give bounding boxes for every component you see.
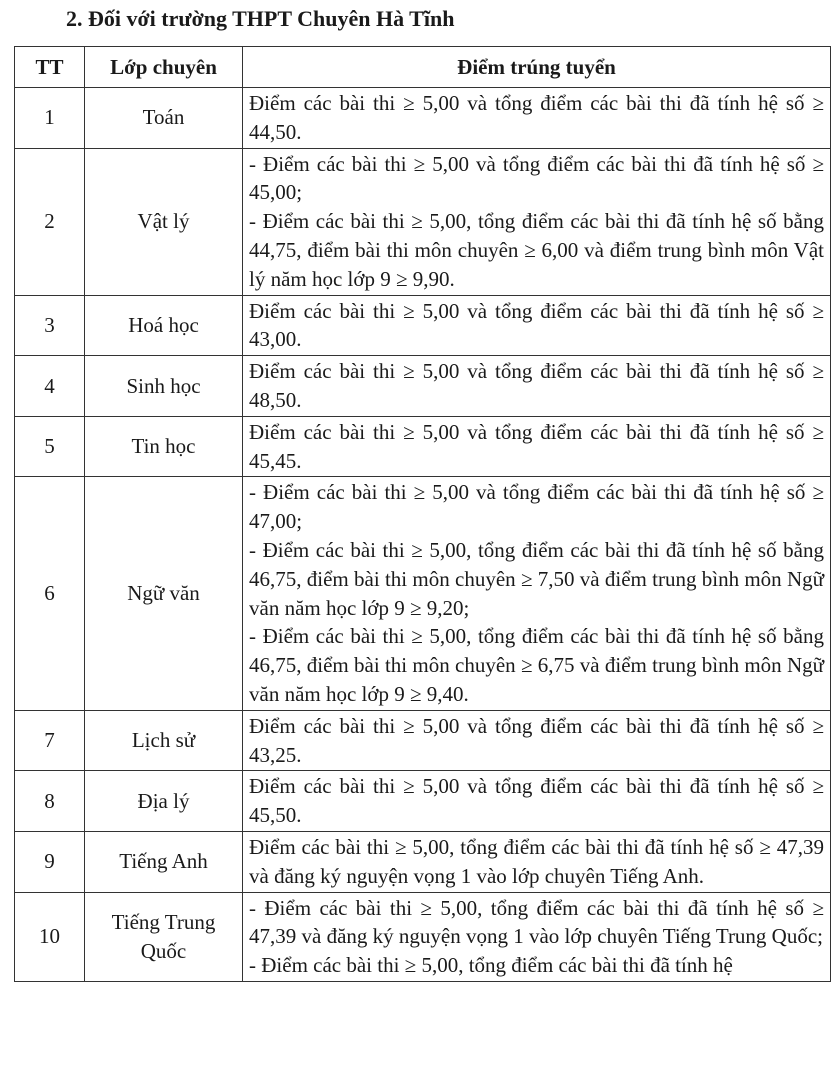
criteria-line: - Điểm các bài thi ≥ 5,00 và tổng điểm các bài thi đã tính hệ số ≥ 45,00; [249, 151, 824, 205]
admission-score-table [14, 46, 831, 982]
table-row [15, 416, 831, 477]
table-header-row [15, 47, 831, 88]
criteria-line: Điểm các bài thi ≥ 5,00 và tổng điểm các bài thi đã tính hệ số ≥ 48,50. [249, 359, 824, 412]
criteria-line: - Điểm các bài thi ≥ 5,00 và tổng điểm các bài thi đã tính hệ số ≥ 47,00; [249, 480, 824, 534]
criteria-line: - Điểm các bài thi ≥ 5,00, tổng điểm các bài thi đã tính hệ số ≥ 47,39 và đăng ký nguyện vọng 1 vào lớp chuyên Tiếng Trung Quốc; [249, 895, 824, 949]
header-specialized-class: Lớp chuyên [85, 47, 243, 88]
criteria-line: - Điểm các bài thi ≥ 5,00, tổng điểm các bài thi đã tính hệ số bằng 44,75, điểm bài thi môn chuyên ≥ 6,00 và điểm trung bình môn Vật lý năm học lớp 9 ≥ 9,90. [249, 209, 824, 291]
class-name: Toán [85, 88, 243, 149]
criteria-line: Điểm các bài thi ≥ 5,00 và tổng điểm các bài thi đã tính hệ số ≥ 43,00. [249, 298, 824, 352]
class-name: Sinh học [85, 356, 243, 417]
table-row [15, 831, 831, 892]
row-number: 1 [15, 88, 85, 149]
table-row [15, 295, 831, 356]
criteria-line: Điểm các bài thi ≥ 5,00, tổng điểm các bài thi đã tính hệ số ≥ 47,39 và đăng ký nguyện vọng 1 vào lớp chuyên Tiếng Anh. [249, 834, 824, 888]
row-number: 5 [15, 416, 85, 477]
row-number: 6 [15, 477, 85, 710]
criteria-line: Điểm các bài thi ≥ 5,00 và tổng điểm các bài thi đã tính hệ số ≥ 44,50. [249, 91, 824, 144]
row-number: 10 [15, 892, 85, 981]
class-name: Địa lý [85, 771, 243, 832]
criteria-line: Điểm các bài thi ≥ 5,00 và tổng điểm các bài thi đã tính hệ số ≥ 45,45. [249, 419, 824, 473]
table-row [15, 771, 831, 832]
header-admission-score: Điểm trúng tuyển [243, 47, 831, 88]
admission-criteria [243, 771, 831, 832]
criteria-line: - Điểm các bài thi ≥ 5,00, tổng điểm các bài thi đã tính hệ số bằng 46,75, điểm bài thi môn chuyên ≥ 6,75 và điểm trung bình môn Ngữ văn năm học lớp 9 ≥ 9,40. [249, 624, 824, 706]
class-name: Tiếng Anh [85, 831, 243, 892]
row-number: 9 [15, 831, 85, 892]
table-row [15, 477, 831, 710]
admission-criteria [243, 416, 831, 477]
table-row [15, 892, 831, 981]
admission-criteria [243, 295, 831, 356]
class-name: Hoá học [85, 295, 243, 356]
class-name: Lịch sử [85, 710, 243, 771]
criteria-line: Điểm các bài thi ≥ 5,00 và tổng điểm các bài thi đã tính hệ số ≥ 43,25. [249, 713, 824, 767]
admission-criteria [243, 148, 831, 295]
table-row [15, 148, 831, 295]
class-name: Ngữ văn [85, 477, 243, 710]
row-number: 7 [15, 710, 85, 771]
admission-criteria [243, 710, 831, 771]
row-number: 8 [15, 771, 85, 832]
table-row [15, 88, 831, 149]
table-row [15, 710, 831, 771]
criteria-line: - Điểm các bài thi ≥ 5,00, tổng điểm các bài thi đã tính hệ [249, 953, 733, 978]
class-name: Tiếng Trung Quốc [85, 892, 243, 981]
admission-criteria [243, 831, 831, 892]
admission-criteria [243, 356, 831, 417]
table-row [15, 356, 831, 417]
criteria-line: Điểm các bài thi ≥ 5,00 và tổng điểm các bài thi đã tính hệ số ≥ 45,50. [249, 774, 824, 828]
admission-criteria [243, 88, 831, 149]
admission-criteria [243, 477, 831, 710]
criteria-line: - Điểm các bài thi ≥ 5,00, tổng điểm các bài thi đã tính hệ số bằng 46,75, điểm bài thi môn chuyên ≥ 7,50 và điểm trung bình môn Ngữ văn năm học lớp 9 ≥ 9,20; [249, 537, 824, 620]
class-name: Tin học [85, 416, 243, 477]
class-name: Vật lý [85, 148, 243, 295]
row-number: 3 [15, 295, 85, 356]
header-tt: TT [15, 47, 85, 88]
admission-criteria [243, 892, 831, 981]
section-heading: 2. Đối với trường THPT Chuyên Hà Tĩnh [66, 6, 455, 31]
row-number: 4 [15, 356, 85, 417]
row-number: 2 [15, 148, 85, 295]
